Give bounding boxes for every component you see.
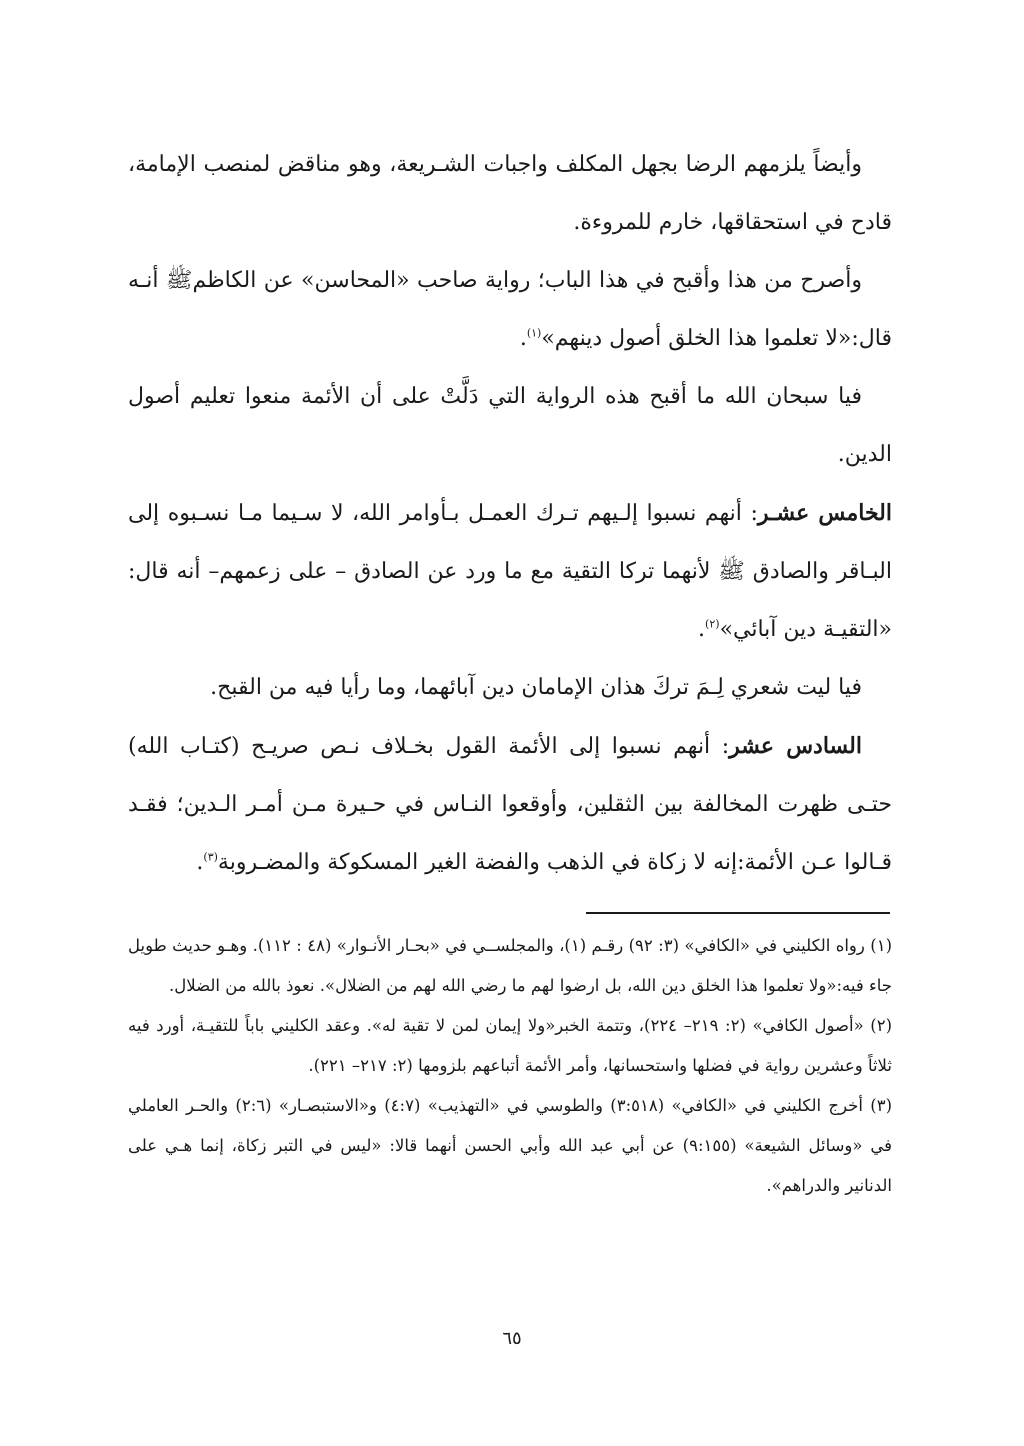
footnote-separator [586,912,890,914]
paragraph-4-text: : أنهم نسبوا إلـيهم تـرك العمـل بـأوامر الله، لا سـيما مـا نسـبوه إلى البـاقر والصادق ﷺ لأنهما تركا التقية مع ما ورد عن الصادق – على زعمهم– أنه قال: «التقيـة دين آبائي» [128,501,892,642]
paragraph-6-text: : أنهم نسبوا إلى الأئمة القول بخـلاف نـص صريـح (كتـاب الله) حتـى ظهرت المخالفة بين الثقلين، وأوقعوا النـاس في حـيرة مـن أمـر الـدين؛ فقـد قـالوا عـن الأئمة:إنه لا زكاة في الذهب والفضة الغير المسكوكة والمضـروبة [128,734,892,875]
footnote-ref-2: (٢) [705,617,720,631]
paragraph-4-end: . [698,617,706,642]
paragraph-2-text: وأصرح من هذا وأقبح في هذا الباب؛ رواية صاحب «المحاسن» عن الكاظمﷺ أنـه قال:«لا تعلموا هذا الخلق أصول دينهم» [128,268,892,351]
paragraph-5 [128,659,892,717]
paragraph-3-text: فيا سبحان الله ما أقبح هذه الرواية التي دَلَّتْ على أن الأئمة منعوا تعليم أصول الدين. [128,384,892,467]
main-text [128,136,892,892]
footnote-ref-1: (١) [526,326,542,340]
footnote-1: (١) رواه الكليني في «الكافي» (٣: ٩٢) رقـم (١)، والمجلســي في «بحـار الأنـوار» (٤٨ : ١١٢). وهـو حديث طويل جاء فيه:«ولا تعلموا هذا الخلق دين الله، بل ارضوا لهم ما رضي الله لهم من الضلال». نعوذ بالله من الضلال. [128,936,893,995]
paragraph-6-end: . [196,850,204,875]
paragraph-1-text: وأيضاً يلزمهم الرضا بجهل المكلف واجبات الشـريعة، وهو مناقض لمنصب الإمامة، قادح في استحقاقها، خارم للمروءة. [128,152,892,235]
paragraph-4 [128,484,892,659]
footnote-2: (٢) «أصول الكافي» (٢: ٢١٩– ٢٢٤)، وتتمة الخبر«ولا إيمان لمن لا تقية له». وعقد الكليني باباً للتقيـة، أورد فيه ثلاثاً وعشرين رواية في فضلها واستحسانها، وأمر الأئمة أتباعهم بلزومها (٢: ٢١٧– ٢٢١). [128,1016,892,1075]
heading-sixteenth: السادس عشر [729,733,863,759]
paragraph-1 [128,136,892,252]
paragraph-3 [128,368,892,484]
footnotes-section [128,926,892,1206]
footnote-3: (٣) أخرج الكليني في «الكافي» (٣:٥١٨) والطوسي في «التهذيب» (٤:٧) و«الاستبصـار» (٢:٦) والحـر العاملي في «وسائل الشيعة» (٩:١٥٥) عن أبي عبد الله وأبي الحسن أنهما قالا: «ليس في التبر زكاة، إنما هـي على الدنانير والدراهم». [128,1096,892,1195]
paragraph-6 [128,717,892,892]
footnote-ref-3: (٣) [203,850,218,864]
paragraph-2 [128,252,892,368]
page-number: ٦٥ [502,1328,522,1349]
paragraph-2-end: . [519,326,527,351]
paragraph-5-text: فيا ليت شعري لِـمَ تركَ هذان الإمامان دين آبائهما، وما رأيا فيه من القبح. [210,675,862,700]
heading-fifteenth: الخامس عشـر [757,500,892,526]
